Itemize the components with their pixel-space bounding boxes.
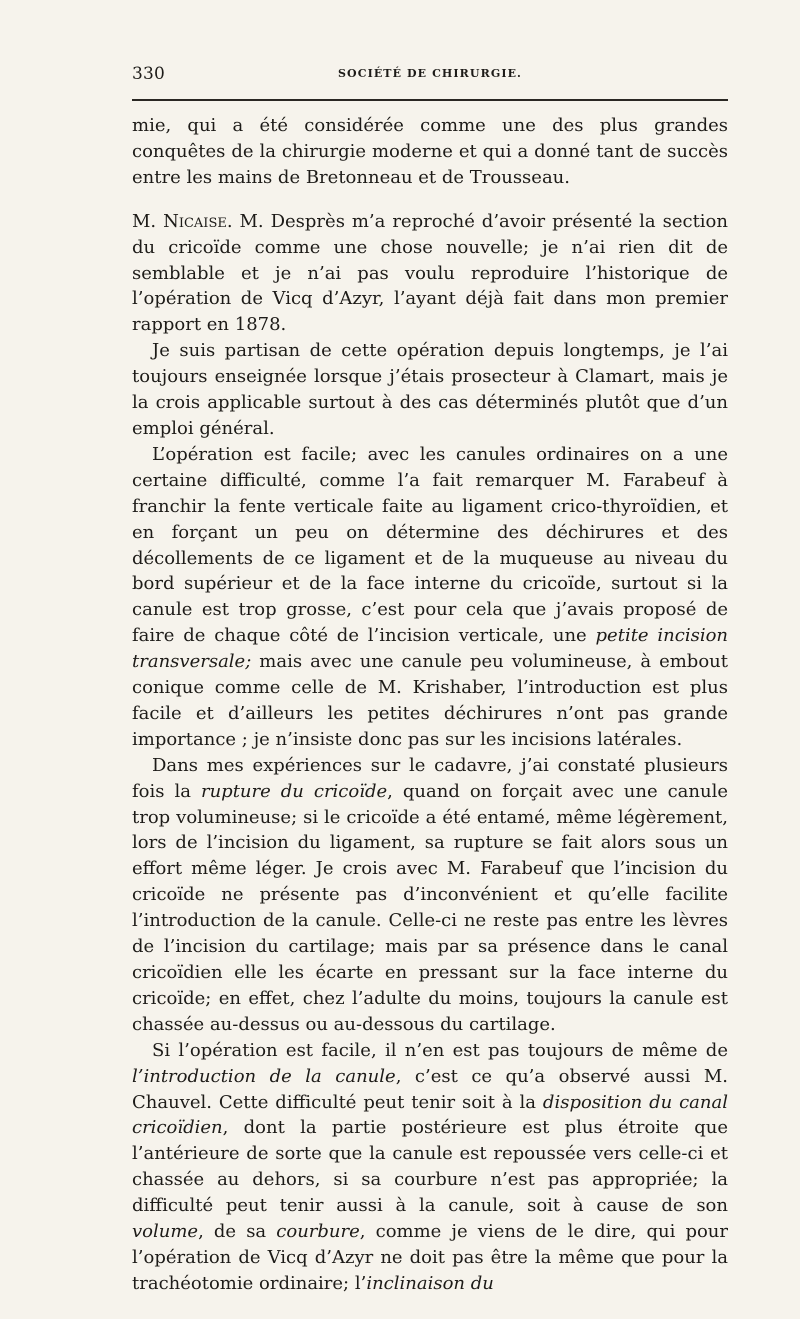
paragraph-2 bbox=[132, 209, 728, 339]
paragraph-6 bbox=[132, 1038, 728, 1297]
paragraph-1 bbox=[132, 113, 728, 191]
paragraph-4-italic-phrase: petite incision transversale; bbox=[132, 625, 729, 673]
paragraph-6-italic-word-volume: volume bbox=[132, 1221, 199, 1243]
paragraph-2-text: M. Desprès m’a reproché d’avoir présenté la section du cricoïde comme une chose nouvelle; je n’ai rien dit de semblable et je n’ai pas voulu reproduire l’historique de l’opération de Vicq d’Azyr, l’ayant déjà fait dans mon premier rapport en 1878. bbox=[132, 210, 728, 336]
running-head: SOCIÉTÉ DE CHIRURGIE. bbox=[338, 67, 522, 80]
paragraph-6-italic-word-courbure: courbure bbox=[276, 1221, 360, 1243]
paragraph-4-part-3: mais avec une canule peu volumineuse, à embout conique comme celle de M. Krishaber, l’introduction est plus facile et d’ailleurs les petites déchirures n’ont pas grande importance ; je n’insiste donc pas sur les incisions latérales. bbox=[132, 651, 728, 750]
paragraph-6-part-9: , comme je viens de le dire, qui pour l’opération de Vicq d’Azyr ne doit pas être la même que pour la trachéotomie ordinaire; l’ bbox=[132, 1221, 728, 1294]
paragraph-1-text: mie, qui a été considérée comme une des plus grandes conquêtes de la chirurgie moderne et qui a donné tant de succès entre les mains de Bretonneau et de Trousseau. bbox=[132, 115, 728, 188]
paragraph-5 bbox=[132, 753, 728, 1038]
paragraph-5-part-3: , quand on forçait avec une canule trop volumineuse; si le cricoïde a été entamé, même légèrement, lors de l’incision du ligament, sa rupture se fait alors sous un effort même léger. Je crois avec M. Farabeuf que l’incision du cricoïde ne présente pas d’inconvénient et qu’elle facilite l’introduction de la canule. Celle-ci ne reste pas entre les lèvres de l’incision du cartilage; mais par sa présence dans le canal cricoïdien elle les écarte en pressant sur la face interne du cricoïde; en effet, chez l’adulte du moins, toujours la canule est chassée au-dessus ou au-dessous du cartilage. bbox=[132, 780, 729, 1035]
body-text bbox=[132, 113, 728, 1297]
paragraph-6-italic-word-inclinaison: inclinaison du bbox=[366, 1272, 494, 1294]
page-header bbox=[132, 64, 728, 88]
paragraph-6-part-7: , de sa bbox=[198, 1221, 277, 1243]
paragraph-3-text: Je suis partisan de cette opération depuis longtemps, je l’ai toujours enseignée lorsque j’étais prosecteur à Clamart, mais je la crois applicable surtout à des cas déterminés plutôt que d’un emploi général. bbox=[132, 340, 728, 439]
paragraph-6-part-3: , c’est ce qu’a observé aussi M. Chauvel. Cette difficulté peut tenir soit à la bbox=[132, 1065, 728, 1113]
document-page bbox=[132, 0, 728, 1319]
paragraph-4-part-1: L’opération est facile; avec les canules ordinaires on a une certaine difficulté, comme l’a fait remarquer M. Farabeuf à franchir la fente verticale faite au ligament crico-thyroïdien, et en forçant un peu on détermine des déchirures et des décollements de ce ligament et de la muqueuse au niveau du bord supérieur et de la face interne du cricoïde, surtout si la canule est trop grosse, c’est pour cela que j’avais proposé de faire de chaque côté de l’incision verticale, une bbox=[132, 443, 728, 647]
paragraph-6-italic-phrase-2: disposition du canal cricoïdien bbox=[132, 1091, 728, 1139]
paragraph-5-italic-phrase: rupture du cricoïde bbox=[200, 780, 388, 802]
paragraph-3 bbox=[132, 338, 728, 442]
page-number: 330 bbox=[132, 64, 166, 84]
header-rule bbox=[132, 99, 728, 101]
paragraph-6-italic-phrase-1: l’introduction de la canule bbox=[132, 1065, 396, 1087]
paragraph-5-part-1: Dans mes expériences sur le cadavre, j’ai constaté plusieurs fois la bbox=[132, 754, 728, 802]
paragraph-6-part-5: , dont la partie postérieure est plus étroite que l’antérieure de sorte que la canule est repoussée vers celle-ci et chassée au dehors, si sa courbure n’est pas appropriée; la difficulté peut tenir aussi à la canule, soit à cause de son bbox=[132, 1117, 728, 1217]
paragraph-6-part-1: Si l’opération est facile, il n’en est pas toujours de même de bbox=[152, 1039, 728, 1061]
paragraph-4 bbox=[132, 442, 728, 753]
speaker-name: M. Nicaise. bbox=[132, 210, 233, 232]
